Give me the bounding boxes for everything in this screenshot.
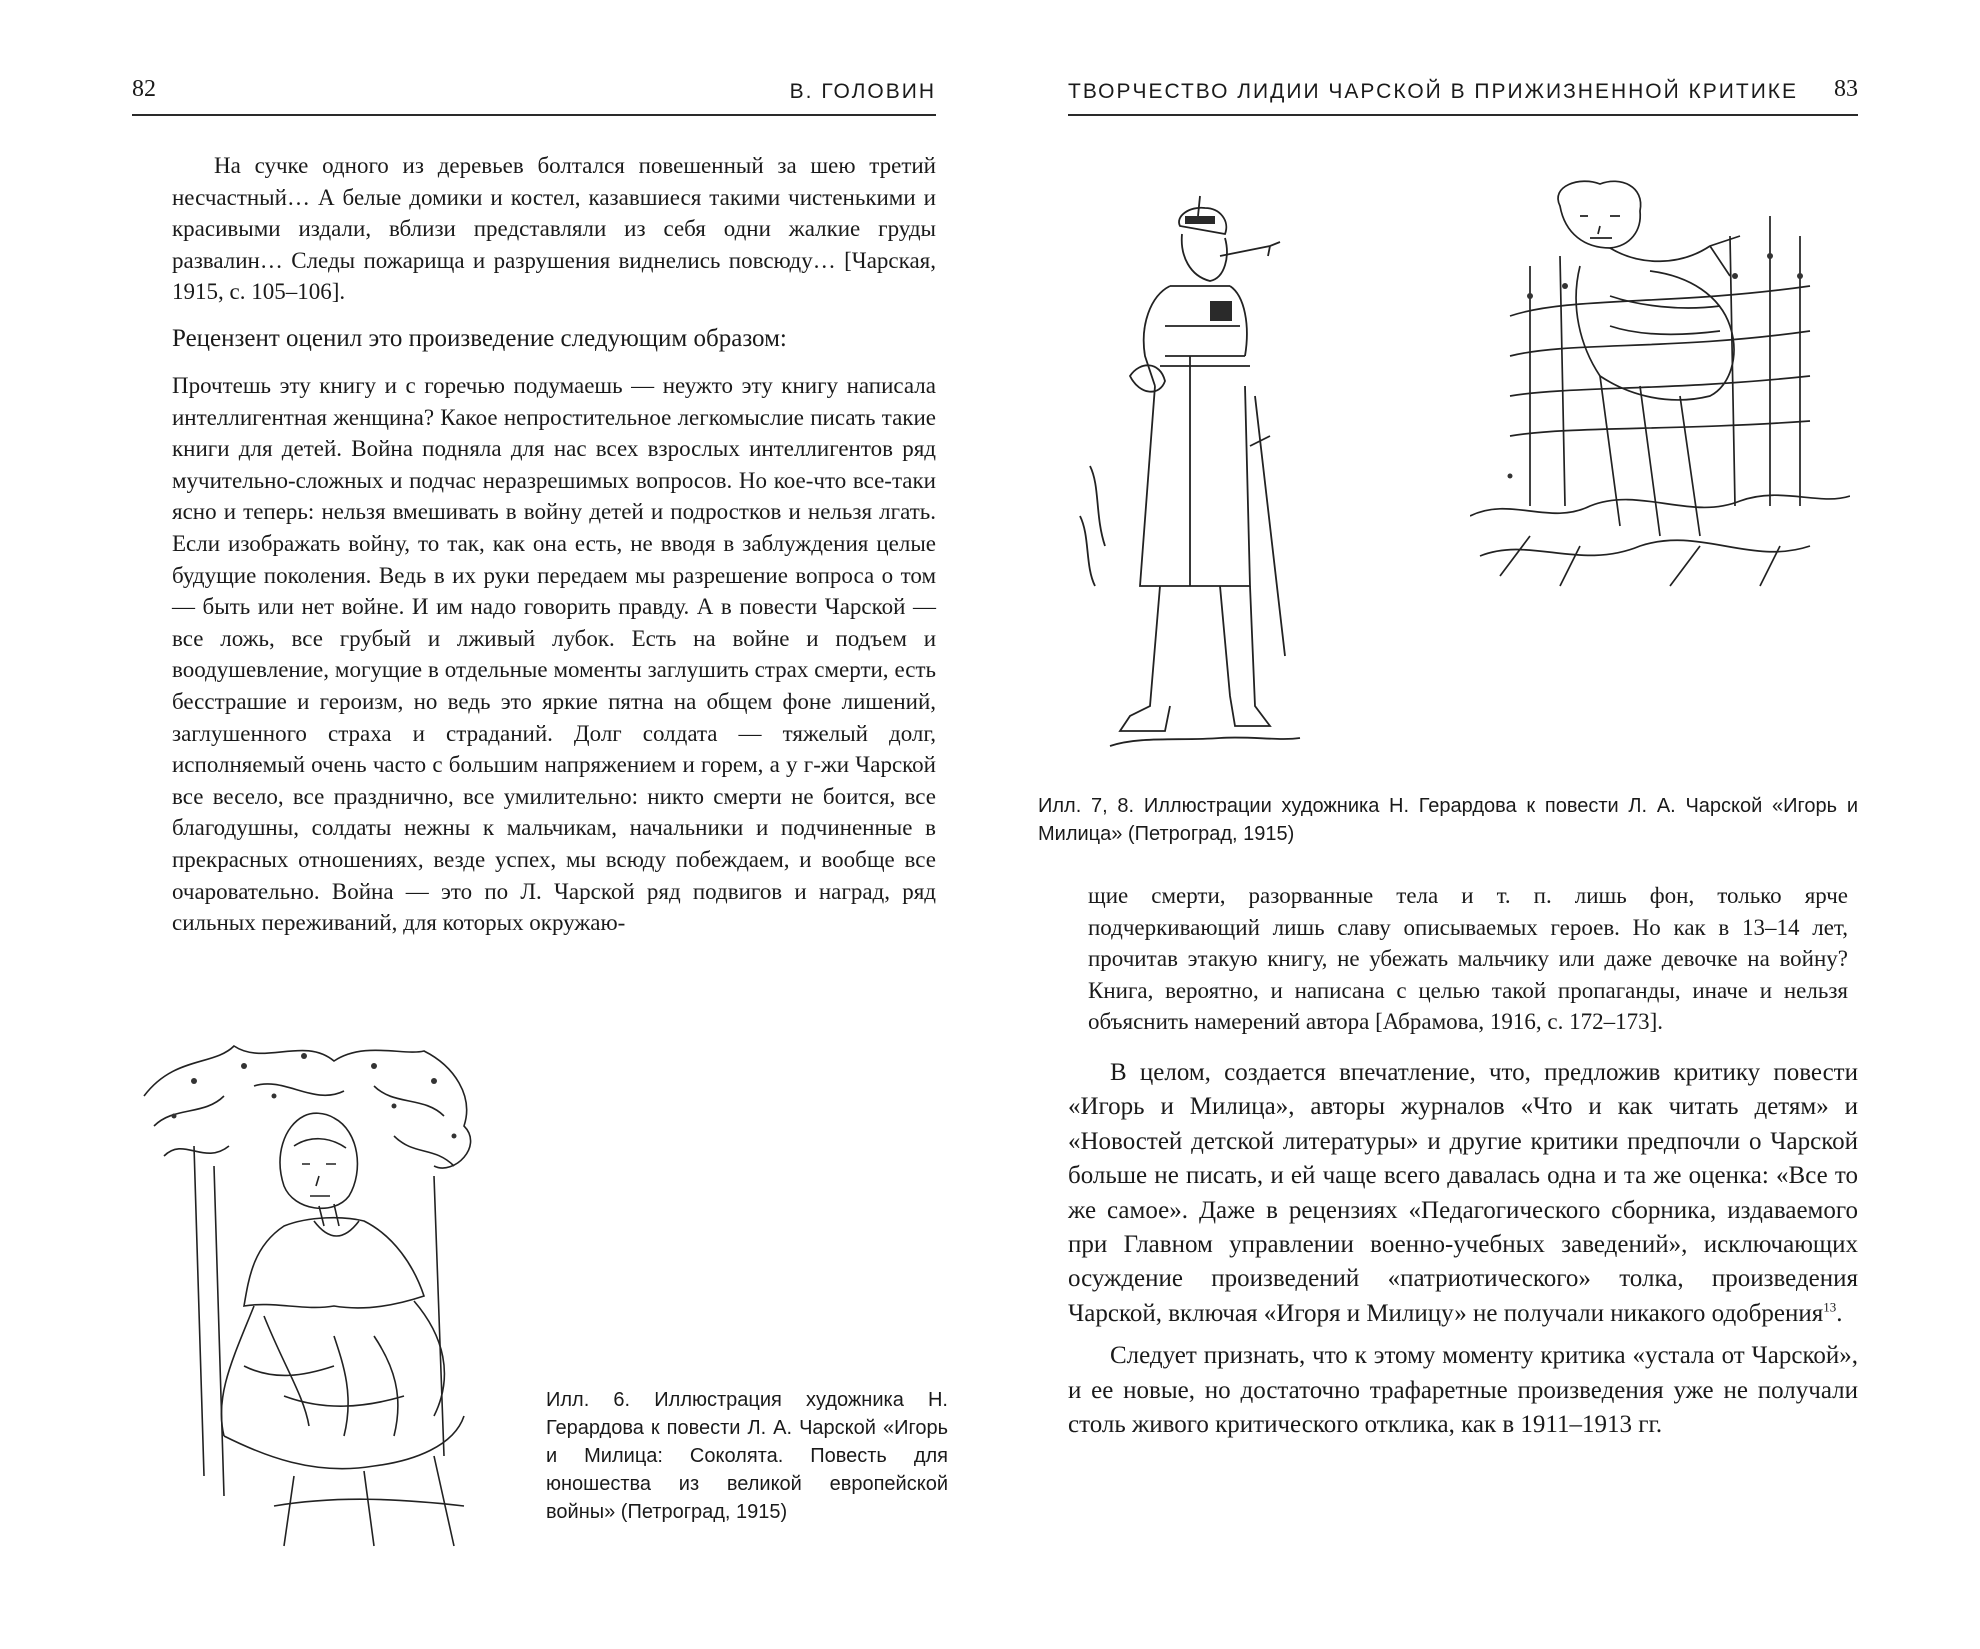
right-page	[990, 0, 1980, 1649]
quote-block-2	[172, 370, 936, 939]
lead-in-paragraph: Рецензент оценил это произведение следующим образом:	[172, 325, 787, 352]
lead-in-block	[172, 322, 936, 355]
illustration-7-8-caption: Илл. 7, 8. Иллюстрации художника Н. Герардова к повести Л. А. Чарской «Игорь и Милица» (Петроград, 1915)	[1038, 795, 1858, 845]
quote-continuation-block	[1088, 880, 1848, 1038]
illustration-7	[1070, 186, 1330, 776]
body-block	[1068, 1056, 1858, 1442]
body-paragraph-1	[1068, 1056, 1858, 1331]
footnote-ref-13: 13	[1823, 1299, 1837, 1315]
body-paragraph-1-text: В целом, создается впечатление, что, предложив критику повести «Игорь и Милица», авторы журналов «Что и как читать детям» и «Новостей детской литературы» и другие критики предпочли о Чарской больше не писать, и ей чаще всего давалась одна и та же оценка: «Все то же самое». Даже в рецензиях «Педагогического сборника, издаваемого при Главном управлении военно-учебных заведений», исключающих осуждение произведений «патриотического» толка, произведения Чарской, включая «Игоря и Милицу» не получали никакого одобрения	[1068, 1059, 1858, 1327]
running-head-title-right: ТВОРЧЕСТВО ЛИДИИ ЧАРСКОЙ В ПРИЖИЗНЕННОЙ КРИТИКЕ	[1068, 80, 1799, 103]
page-number-right: 83	[1834, 76, 1858, 102]
illustration-8	[1470, 176, 1850, 596]
illustration-6-drawing	[134, 1036, 534, 1556]
body-paragraph-1-end: .	[1836, 1299, 1843, 1327]
quote-continuation-paragraph: щие смерти, разорванные тела и т. п. лишь фон, только ярче подчеркивающий лишь славу описываемых героев. Но как в 13–14 лет, прочитав этакую книгу, не убежать мальчику или даже девочке на войну? Книга, вероятно, и написана с целью такой пропаганды, иначе и нельзя объяснить намерений автора [Абрамова, 1916, с. 172–173].	[1088, 883, 1848, 1035]
body-paragraph-2: Следует признать, что к этому моменту критика «устала от Чарской», и ее новые, но достаточно трафаретные произведения уже не получали столь живого критического отклика, как в 1911–1913 гг.	[1068, 1342, 1858, 1439]
quote-paragraph-2: Прочтешь эту книгу и с горечью подумаешь — неужто эту книгу написала интеллигентная женщина? Какое непростительное легкомыслие писать такие книги для детей. Война подняла для нас всех взрослых интеллигентов ряд мучительно-сложных и подчас неразрешимых вопросов. Но кое-что все-таки ясно и теперь: нельзя вмешивать в войну детей и подростков и нельзя лгать. Если изображать войну, то так, как она есть, не вводя в заблуждения целые будущие поколения. Ведь в их руки передаем мы разрешение вопроса о том — быть или нет войне. И им надо говорить правду. А в повести Чарской — все ложь, все грубый и лживый лубок. Есть на войне и подъем и воодушевление, могущие в отдельные моменты заглушить страх смерти, есть бесстрашие и героизм, но ведь это яркие пятна на общем фоне лишений, заглушенного страха и страданий. Долг солдата — тяжелый долг, исполняемый очень часто с большим напряжением и горем, а у г-жи Чарской все весело, все празднично, все умилительно: никто смерти не боится, все благодушны, солдаты нежны к мальчикам, начальники и подчиненные в прекрасных отношениях, везде успех, мы всюду побеждаем, и вообще все очаровательно. Война — это по Л. Чарской ряд подвигов и наград, ряд сильных переживаний, для которых окружаю-	[172, 373, 936, 936]
running-head-right	[1068, 74, 1858, 116]
illustration-7-drawing	[1070, 186, 1330, 776]
running-head-left	[132, 74, 936, 116]
illustration-8-drawing	[1470, 176, 1850, 596]
quote-paragraph-1: На сучке одного из деревьев болтался повешенный за шею третий несчастный… А белые домики и костел, казавшиеся такими чистенькими и красивыми издали, вблизи представляли из себя одни жалкие груды развалин… Следы пожарища и разрушения виднелись повсюду… [Чарская, 1915, с. 105–106].	[172, 153, 936, 305]
running-head-title-left: В. ГОЛОВИН	[789, 80, 936, 103]
illustration-6	[134, 1036, 534, 1556]
quote-block-1	[172, 150, 936, 308]
page-number-left: 82	[132, 76, 156, 102]
illustration-6-caption: Илл. 6. Иллюстрация художника Н. Герардова к повести Л. А. Чарской «Игорь и Милица: Соколята. Повесть для юношества из великой европейской войны» (Петроград, 1915)	[546, 1389, 948, 1523]
